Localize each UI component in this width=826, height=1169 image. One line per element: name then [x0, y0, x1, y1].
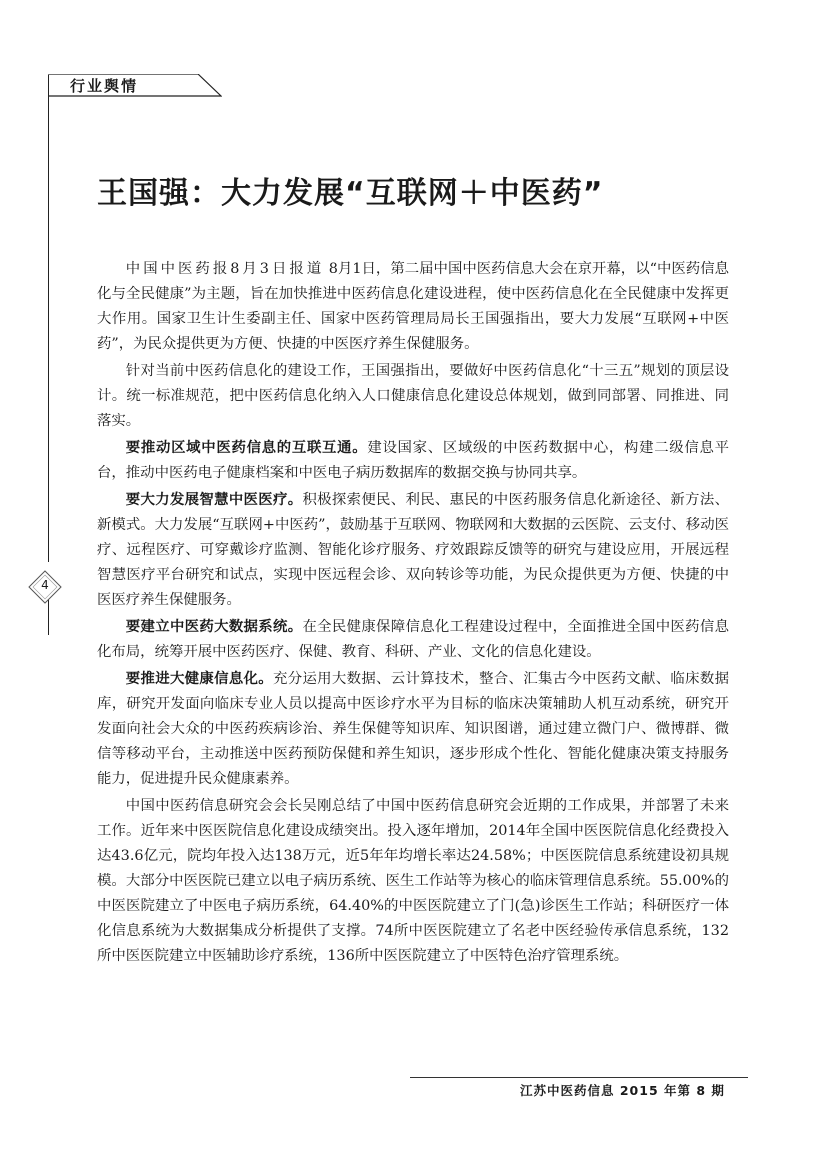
paragraph — [97, 257, 729, 357]
paragraph-text: 8月1日，第二届中国中医药信息大会在京开幕，以“中医药信息化与全民健康”为主题，旨在加快推进中医药信息化建设进程，使中医药信息化在全民健康中发挥更大作用。国家卫生计生委副主任、国家中医药管理局局长王国强指出，要大力发展“互联网+中医药”，为民众提供更为方便、快捷的中医医疗养生保健服务。 — [97, 261, 730, 352]
paragraph-text: 充分运用大数据、云计算技术，整合、汇集古今中医药文献、临床数据库，研究开发面向临床专业人员以提高中医诊疗水平为目标的临床决策辅助人机互动系统，研究开发面向社会大众的中医药疾病诊治、养生保健等知识库、知识图谱，通过建立微门户、微博群、微信等移动平台，主动推送中医药预防保健和养生知识，逐步形成个性化、智能化健康决策支持服务能力，促进提升民众健康素养。 — [97, 671, 729, 787]
paragraph — [97, 667, 729, 792]
paragraph — [97, 359, 729, 434]
paragraph-text: 积极探索便民、利民、惠民的中医药服务信息化新途径、新方法、新模式。大力发展“互联网+中医药”，鼓励基于互联网、物联网和大数据的云医院、云支付、移动医疗、远程医疗、可穿戴诊疗监测、智能化诊疗服务、疗效跟踪反馈等的研究与建设应用，开展远程智慧医疗平台研究和试点，实现中医远程会诊、双向转诊等功能，为民众提供更为方便、快捷的中医医疗养生保健服务。 — [97, 492, 729, 608]
section-header-tab — [48, 74, 222, 96]
paragraph — [97, 615, 729, 665]
paragraph — [97, 436, 729, 486]
paragraph-text: 针对当前中医药信息化的建设工作，王国强指出，要做好中医药信息化“十三五”规划的顶层设计。统一标准规范，把中医药信息化纳入人口健康信息化建设总体规划，做到同部署、同推进、同落实。 — [97, 363, 729, 429]
paragraph-text: 在全民健康保障信息化工程建设过程中，全面推进全国中医药信息化布局，统筹开展中医药医疗、保健、教育、科研、产业、文化的信息化建设。 — [97, 619, 729, 660]
paragraph-heading: 要建立中医药大数据系统。 — [125, 619, 303, 635]
article-body — [97, 257, 729, 971]
page-number: 4 — [41, 578, 49, 592]
paragraph — [97, 794, 729, 969]
paragraph-heading: 要推动区域中医药信息的互联互通。 — [125, 440, 368, 456]
journal-footer: 江苏中医药信息 2015 年第 8 期 — [520, 1083, 725, 1098]
article-title: 王国强：大力发展“互联网＋中医药” — [97, 176, 604, 211]
paragraph-text: 中国中医药信息研究会会长吴刚总结了中国中医药信息研究会近期的工作成果，并部署了未来工作。近年来中医医院信息化建设成绩突出。投入逐年增加，2014年全国中医医院信息化经费投入达43.6亿元，院均年投入达138万元，近5年年均增长率达24.58%；中医医院信息系统建设初具规模。大部分中医医院已建立以电子病历系统、医生工作站等为核心的临床管理信息系统。55.00%的中医医院建立了中医电子病历系统，64.40%的中医医院建立了门(急)诊医生工作站；科研医疗一体化信息系统为大数据集成分析提供了支撑。74所中医医院建立了名老中医经验传承信息系统，132所中医医院建立中医辅助诊疗系统，136所中医医院建立了中医特色治疗管理系统。 — [97, 798, 729, 964]
paragraph — [97, 488, 729, 613]
page-number-badge — [28, 570, 62, 604]
paragraph-heading: 要推进大健康信息化。 — [125, 671, 273, 687]
paragraph-text: 建设国家、区域级的中医药数据中心，构建二级信息平台，推动中医药电子健康档案和中医电子病历数据库的数据交换与协同共享。 — [97, 440, 729, 481]
paragraph-heading: 要大力发展智慧中医医疗。 — [125, 492, 303, 508]
footer-rule — [410, 1077, 748, 1078]
margin-rule — [48, 75, 49, 562]
dateline: 中国中医药报8月3日报道 — [125, 261, 325, 277]
section-label: 行业舆情 — [70, 77, 139, 95]
